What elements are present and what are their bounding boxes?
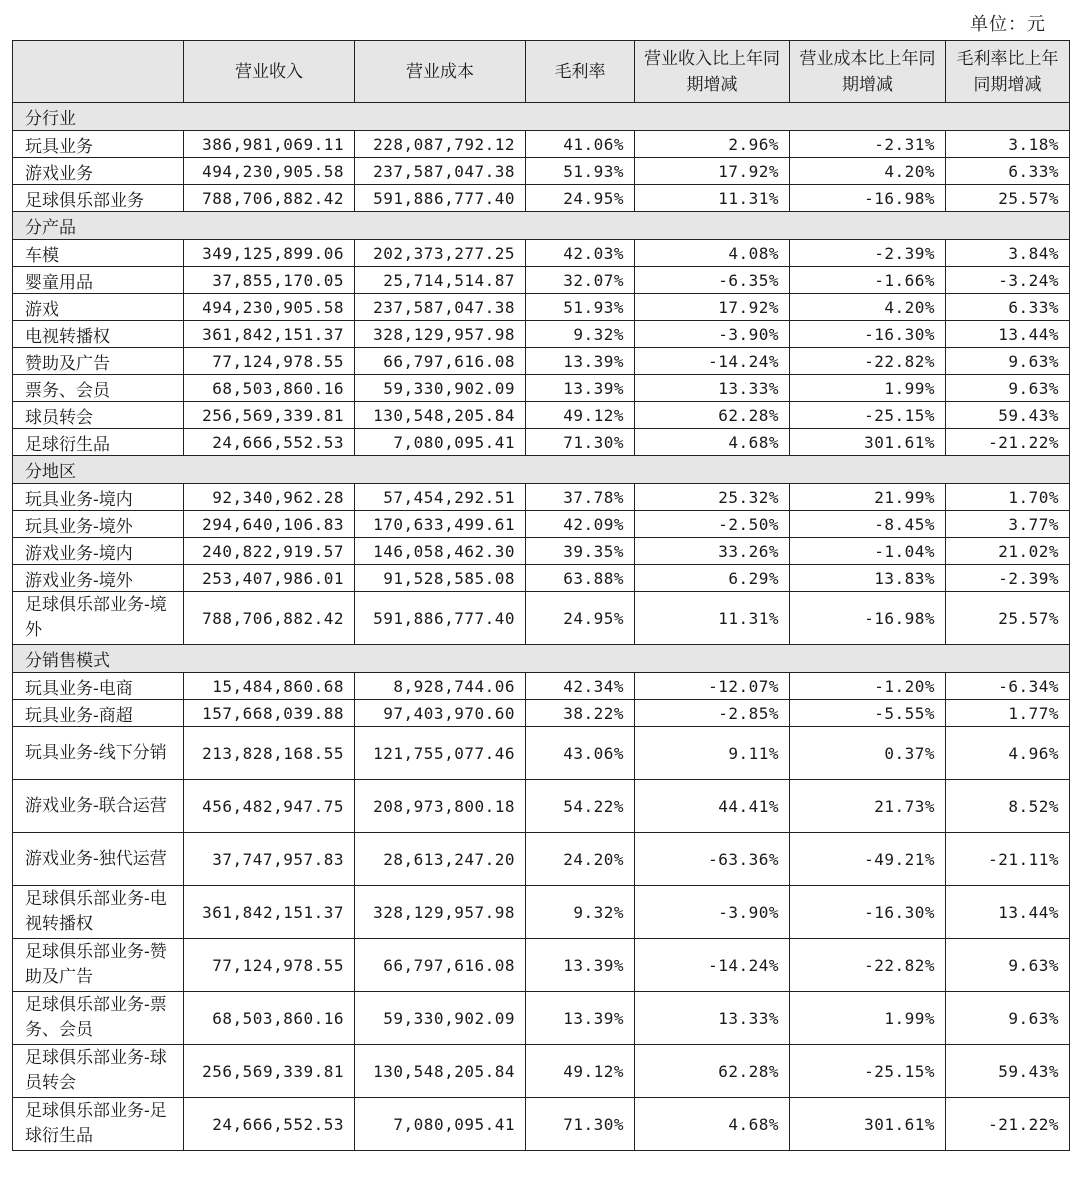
cost-cell: 7,080,095.41 (355, 429, 526, 456)
row-name: 婴童用品 (13, 267, 184, 294)
table-row (13, 185, 1070, 212)
revenue-change-cell: 4.08% (635, 240, 790, 267)
cost-cell: 146,058,462.30 (355, 538, 526, 565)
row-name: 足球俱乐部业务 (13, 185, 184, 212)
cost-cell: 28,613,247.20 (355, 833, 526, 886)
margin-change-cell: 6.33% (946, 158, 1070, 185)
revenue-change-cell: 44.41% (635, 780, 790, 833)
cost-change-cell: 4.20% (790, 158, 946, 185)
table-row (13, 700, 1070, 727)
revenue-cell: 77,124,978.55 (184, 348, 355, 375)
cost-cell: 91,528,585.08 (355, 565, 526, 592)
row-name: 球员转会 (13, 402, 184, 429)
margin-change-cell: -3.24% (946, 267, 1070, 294)
margin-cell: 24.20% (526, 833, 635, 886)
margin-change-cell: 1.77% (946, 700, 1070, 727)
row-name: 游戏业务 (13, 158, 184, 185)
section-header-row (13, 103, 1070, 131)
margin-cell: 71.30% (526, 429, 635, 456)
cost-change-cell: -22.82% (790, 348, 946, 375)
margin-change-cell: 13.44% (946, 886, 1070, 939)
financial-table (12, 40, 1070, 1151)
table-row (13, 886, 1070, 939)
margin-change-cell: -21.22% (946, 429, 1070, 456)
cost-cell: 130,548,205.84 (355, 1045, 526, 1098)
row-name: 足球俱乐部业务-票务、会员 (13, 992, 184, 1045)
cost-change-cell: -1.04% (790, 538, 946, 565)
revenue-change-cell: -14.24% (635, 348, 790, 375)
revenue-cell: 294,640,106.83 (184, 511, 355, 538)
cost-change-cell: 301.61% (790, 1098, 946, 1151)
margin-change-cell: 25.57% (946, 592, 1070, 645)
row-name: 车模 (13, 240, 184, 267)
revenue-change-cell: 4.68% (635, 429, 790, 456)
revenue-cell: 386,981,069.11 (184, 131, 355, 158)
cost-change-cell: -5.55% (790, 700, 946, 727)
table-row (13, 592, 1070, 645)
header-cell: 营业收入比上年同期增减 (635, 41, 790, 103)
table-row (13, 565, 1070, 592)
row-name: 足球俱乐部业务-境外 (13, 592, 184, 645)
row-name: 电视转播权 (13, 321, 184, 348)
cost-cell: 328,129,957.98 (355, 321, 526, 348)
margin-cell: 71.30% (526, 1098, 635, 1151)
margin-change-cell: -2.39% (946, 565, 1070, 592)
revenue-change-cell: 2.96% (635, 131, 790, 158)
revenue-change-cell: 11.31% (635, 592, 790, 645)
cost-change-cell: -1.20% (790, 673, 946, 700)
cost-cell: 208,973,800.18 (355, 780, 526, 833)
row-name: 足球衍生品 (13, 429, 184, 456)
margin-change-cell: 25.57% (946, 185, 1070, 212)
margin-cell: 41.06% (526, 131, 635, 158)
cost-cell: 591,886,777.40 (355, 185, 526, 212)
row-name: 赞助及广告 (13, 348, 184, 375)
revenue-cell: 240,822,919.57 (184, 538, 355, 565)
cost-change-cell: -25.15% (790, 402, 946, 429)
table-body (13, 103, 1070, 1151)
cost-change-cell: 1.99% (790, 375, 946, 402)
cost-cell: 25,714,514.87 (355, 267, 526, 294)
header-row (13, 41, 1070, 103)
table-row (13, 240, 1070, 267)
margin-cell: 13.39% (526, 939, 635, 992)
header-cell: 毛利率比上年同期增减 (946, 41, 1070, 103)
section-title: 分行业 (13, 103, 1070, 131)
row-name: 玩具业务 (13, 131, 184, 158)
section-title: 分地区 (13, 456, 1070, 484)
margin-cell: 51.93% (526, 294, 635, 321)
margin-cell: 32.07% (526, 267, 635, 294)
revenue-change-cell: -3.90% (635, 886, 790, 939)
header-cell: 营业收入 (184, 41, 355, 103)
margin-change-cell: 8.52% (946, 780, 1070, 833)
cost-change-cell: -8.45% (790, 511, 946, 538)
revenue-cell: 24,666,552.53 (184, 429, 355, 456)
margin-cell: 42.09% (526, 511, 635, 538)
revenue-cell: 361,842,151.37 (184, 886, 355, 939)
revenue-cell: 494,230,905.58 (184, 294, 355, 321)
cost-change-cell: -16.98% (790, 185, 946, 212)
cost-change-cell: 4.20% (790, 294, 946, 321)
revenue-cell: 788,706,882.42 (184, 185, 355, 212)
margin-cell: 39.35% (526, 538, 635, 565)
revenue-change-cell: 6.29% (635, 565, 790, 592)
cost-cell: 237,587,047.38 (355, 294, 526, 321)
cost-change-cell: 21.99% (790, 484, 946, 511)
revenue-cell: 37,855,170.05 (184, 267, 355, 294)
table-row (13, 511, 1070, 538)
margin-change-cell: 9.63% (946, 375, 1070, 402)
row-name: 游戏 (13, 294, 184, 321)
margin-cell: 9.32% (526, 321, 635, 348)
cost-change-cell: -1.66% (790, 267, 946, 294)
margin-cell: 13.39% (526, 348, 635, 375)
revenue-change-cell: -3.90% (635, 321, 790, 348)
margin-change-cell: 9.63% (946, 992, 1070, 1045)
revenue-cell: 349,125,899.06 (184, 240, 355, 267)
header-cell: 营业成本 (355, 41, 526, 103)
cost-change-cell: -16.30% (790, 886, 946, 939)
row-name: 票务、会员 (13, 375, 184, 402)
revenue-cell: 788,706,882.42 (184, 592, 355, 645)
row-name: 游戏业务-境外 (13, 565, 184, 592)
table-row (13, 484, 1070, 511)
margin-change-cell: -6.34% (946, 673, 1070, 700)
cost-change-cell: 301.61% (790, 429, 946, 456)
margin-change-cell: -21.22% (946, 1098, 1070, 1151)
row-name: 玩具业务-线下分销 (13, 727, 184, 780)
cost-cell: 170,633,499.61 (355, 511, 526, 538)
revenue-cell: 253,407,986.01 (184, 565, 355, 592)
table-row (13, 780, 1070, 833)
cost-cell: 66,797,616.08 (355, 939, 526, 992)
table-row (13, 348, 1070, 375)
cost-change-cell: -2.31% (790, 131, 946, 158)
margin-change-cell: 13.44% (946, 321, 1070, 348)
margin-cell: 24.95% (526, 185, 635, 212)
cost-cell: 59,330,902.09 (355, 375, 526, 402)
cost-change-cell: 13.83% (790, 565, 946, 592)
revenue-change-cell: 62.28% (635, 402, 790, 429)
cost-cell: 237,587,047.38 (355, 158, 526, 185)
revenue-change-cell: 62.28% (635, 1045, 790, 1098)
margin-change-cell: 21.02% (946, 538, 1070, 565)
revenue-change-cell: -2.50% (635, 511, 790, 538)
margin-change-cell: 6.33% (946, 294, 1070, 321)
cost-cell: 59,330,902.09 (355, 992, 526, 1045)
margin-change-cell: -21.11% (946, 833, 1070, 886)
cost-cell: 228,087,792.12 (355, 131, 526, 158)
revenue-change-cell: -63.36% (635, 833, 790, 886)
section-header-row (13, 645, 1070, 673)
unit-label: 单位：元 (970, 14, 1046, 35)
margin-cell: 42.03% (526, 240, 635, 267)
cost-cell: 8,928,744.06 (355, 673, 526, 700)
revenue-cell: 157,668,039.88 (184, 700, 355, 727)
table-row (13, 727, 1070, 780)
revenue-cell: 256,569,339.81 (184, 402, 355, 429)
margin-cell: 38.22% (526, 700, 635, 727)
revenue-change-cell: 33.26% (635, 538, 790, 565)
cost-change-cell: -49.21% (790, 833, 946, 886)
table-row (13, 402, 1070, 429)
cost-cell: 328,129,957.98 (355, 886, 526, 939)
cost-cell: 57,454,292.51 (355, 484, 526, 511)
revenue-change-cell: 4.68% (635, 1098, 790, 1151)
margin-change-cell: 4.96% (946, 727, 1070, 780)
margin-cell: 9.32% (526, 886, 635, 939)
margin-change-cell: 59.43% (946, 402, 1070, 429)
margin-cell: 51.93% (526, 158, 635, 185)
table-row (13, 992, 1070, 1045)
cost-change-cell: 21.73% (790, 780, 946, 833)
revenue-change-cell: -14.24% (635, 939, 790, 992)
revenue-cell: 77,124,978.55 (184, 939, 355, 992)
revenue-cell: 68,503,860.16 (184, 375, 355, 402)
section-header-row (13, 212, 1070, 240)
row-name: 足球俱乐部业务-足球衍生品 (13, 1098, 184, 1151)
revenue-cell: 456,482,947.75 (184, 780, 355, 833)
revenue-cell: 256,569,339.81 (184, 1045, 355, 1098)
table-row (13, 673, 1070, 700)
margin-cell: 49.12% (526, 402, 635, 429)
revenue-change-cell: 9.11% (635, 727, 790, 780)
table-row (13, 429, 1070, 456)
header-cell: 营业成本比上年同期增减 (790, 41, 946, 103)
cost-cell: 7,080,095.41 (355, 1098, 526, 1151)
cost-change-cell: 0.37% (790, 727, 946, 780)
margin-cell: 43.06% (526, 727, 635, 780)
table-row (13, 321, 1070, 348)
revenue-cell: 494,230,905.58 (184, 158, 355, 185)
table-row (13, 1098, 1070, 1151)
section-title: 分产品 (13, 212, 1070, 240)
revenue-change-cell: -6.35% (635, 267, 790, 294)
revenue-cell: 24,666,552.53 (184, 1098, 355, 1151)
revenue-cell: 361,842,151.37 (184, 321, 355, 348)
row-name: 足球俱乐部业务-电视转播权 (13, 886, 184, 939)
cost-change-cell: -2.39% (790, 240, 946, 267)
margin-cell: 13.39% (526, 992, 635, 1045)
row-name: 玩具业务-商超 (13, 700, 184, 727)
margin-change-cell: 3.77% (946, 511, 1070, 538)
margin-cell: 13.39% (526, 375, 635, 402)
table-row (13, 939, 1070, 992)
revenue-cell: 15,484,860.68 (184, 673, 355, 700)
margin-cell: 63.88% (526, 565, 635, 592)
row-name: 游戏业务-联合运营 (13, 780, 184, 833)
margin-change-cell: 3.84% (946, 240, 1070, 267)
section-title: 分销售模式 (13, 645, 1070, 673)
cost-change-cell: -22.82% (790, 939, 946, 992)
cost-change-cell: 1.99% (790, 992, 946, 1045)
cost-change-cell: -16.98% (790, 592, 946, 645)
header-cell (13, 41, 184, 103)
cost-cell: 97,403,970.60 (355, 700, 526, 727)
margin-change-cell: 1.70% (946, 484, 1070, 511)
table-row (13, 538, 1070, 565)
table-row (13, 267, 1070, 294)
row-name: 玩具业务-境外 (13, 511, 184, 538)
cost-cell: 130,548,205.84 (355, 402, 526, 429)
margin-cell: 54.22% (526, 780, 635, 833)
revenue-change-cell: 17.92% (635, 294, 790, 321)
revenue-cell: 213,828,168.55 (184, 727, 355, 780)
table-row (13, 375, 1070, 402)
revenue-change-cell: -12.07% (635, 673, 790, 700)
margin-cell: 37.78% (526, 484, 635, 511)
revenue-cell: 37,747,957.83 (184, 833, 355, 886)
revenue-change-cell: 25.32% (635, 484, 790, 511)
table-row (13, 131, 1070, 158)
margin-cell: 42.34% (526, 673, 635, 700)
row-name: 游戏业务-境内 (13, 538, 184, 565)
section-header-row (13, 456, 1070, 484)
cost-cell: 202,373,277.25 (355, 240, 526, 267)
margin-change-cell: 9.63% (946, 939, 1070, 992)
cost-cell: 121,755,077.46 (355, 727, 526, 780)
margin-change-cell: 59.43% (946, 1045, 1070, 1098)
cost-change-cell: -16.30% (790, 321, 946, 348)
revenue-change-cell: -2.85% (635, 700, 790, 727)
table-row (13, 158, 1070, 185)
cost-cell: 66,797,616.08 (355, 348, 526, 375)
row-name: 玩具业务-境内 (13, 484, 184, 511)
margin-cell: 49.12% (526, 1045, 635, 1098)
revenue-change-cell: 11.31% (635, 185, 790, 212)
revenue-change-cell: 13.33% (635, 375, 790, 402)
table-row (13, 294, 1070, 321)
cost-change-cell: -25.15% (790, 1045, 946, 1098)
row-name: 足球俱乐部业务-赞助及广告 (13, 939, 184, 992)
row-name: 游戏业务-独代运营 (13, 833, 184, 886)
revenue-cell: 92,340,962.28 (184, 484, 355, 511)
margin-change-cell: 9.63% (946, 348, 1070, 375)
margin-cell: 24.95% (526, 592, 635, 645)
revenue-change-cell: 13.33% (635, 992, 790, 1045)
row-name: 玩具业务-电商 (13, 673, 184, 700)
row-name: 足球俱乐部业务-球员转会 (13, 1045, 184, 1098)
revenue-cell: 68,503,860.16 (184, 992, 355, 1045)
revenue-change-cell: 17.92% (635, 158, 790, 185)
header-cell: 毛利率 (526, 41, 635, 103)
table-row (13, 1045, 1070, 1098)
margin-change-cell: 3.18% (946, 131, 1070, 158)
table-row (13, 833, 1070, 886)
cost-cell: 591,886,777.40 (355, 592, 526, 645)
